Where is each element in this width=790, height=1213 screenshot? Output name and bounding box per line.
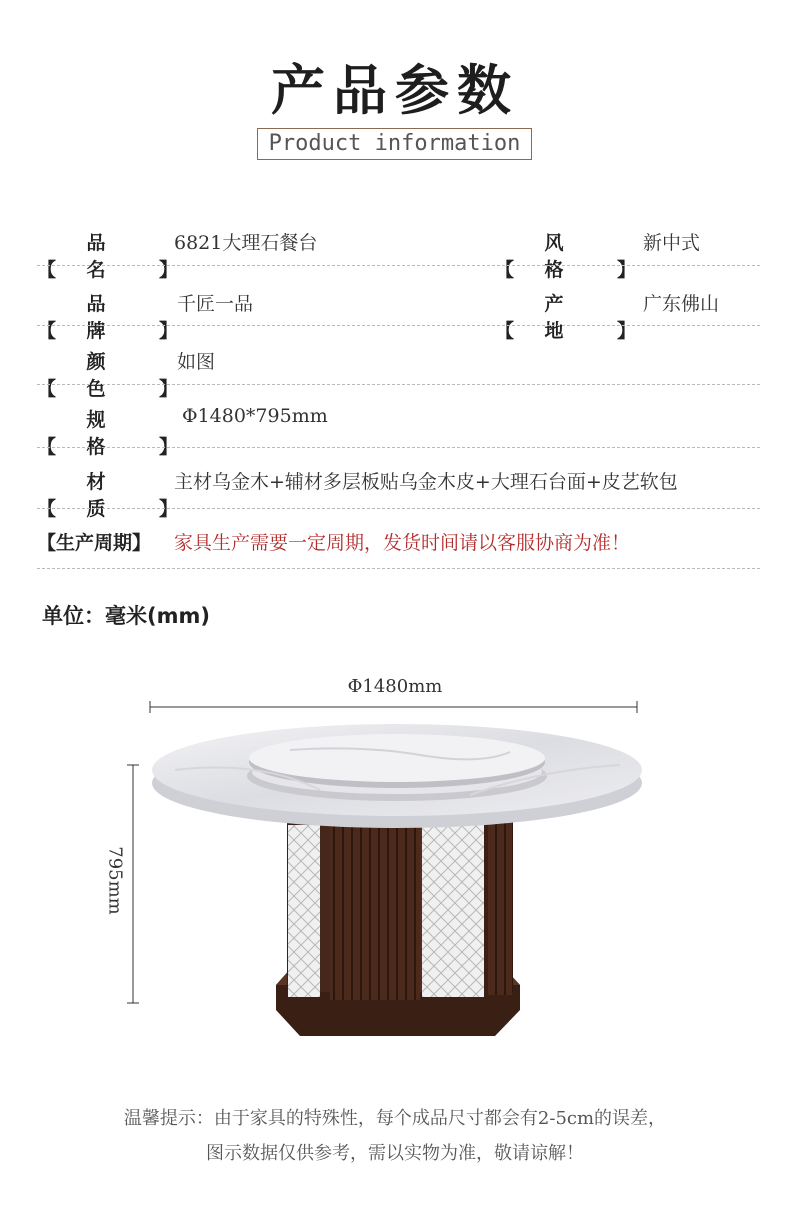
production-cycle-notice: 家具生产需要一定周期，发货时间请以客服协商为准！: [174, 532, 631, 554]
height-dimension-line: [127, 765, 139, 1003]
width-dimension-label: Φ1480mm: [347, 676, 443, 697]
width-dimension-line: [150, 701, 637, 713]
spec-value: 如图: [177, 351, 216, 373]
spec-label: 【颜 色 】: [37, 351, 179, 400]
spec-label: 【规 格 】: [37, 409, 179, 458]
spec-value: 广东佛山: [643, 293, 720, 315]
spec-value: Φ1480*795mm: [182, 405, 328, 427]
spec-label: 【产 地 】: [495, 293, 637, 342]
spec-value: 6821大理石餐台: [174, 232, 318, 254]
disclaimer-line-2: 图示数据仅供参考，需以实物为准，敬请谅解！: [206, 1143, 584, 1164]
spec-label: 【品 名 】: [37, 232, 179, 281]
disclaimer-line-1: 温馨提示：由于家具的特殊性，每个成品尺寸都会有2-5cm的误差，: [123, 1108, 667, 1129]
spec-label: 【品 牌 】: [37, 293, 179, 342]
spec-label: 【生产周期】: [37, 532, 152, 554]
spec-value: 主材乌金木+辅材多层板贴乌金木皮+大理石台面+皮艺软包: [174, 471, 678, 493]
spec-label: 【风 格 】: [495, 232, 637, 281]
spec-value: 新中式: [643, 232, 701, 254]
page-title: 产品参数: [271, 59, 519, 122]
spec-value: 千匠一品: [177, 293, 254, 315]
unit-label: 单位：毫米(mm): [42, 604, 210, 628]
height-dimension-label: 795mm: [104, 846, 126, 915]
table-pedestal: [287, 812, 513, 1000]
spec-label: 【材 质 】: [37, 471, 179, 520]
page-subtitle: Product information: [257, 128, 532, 160]
